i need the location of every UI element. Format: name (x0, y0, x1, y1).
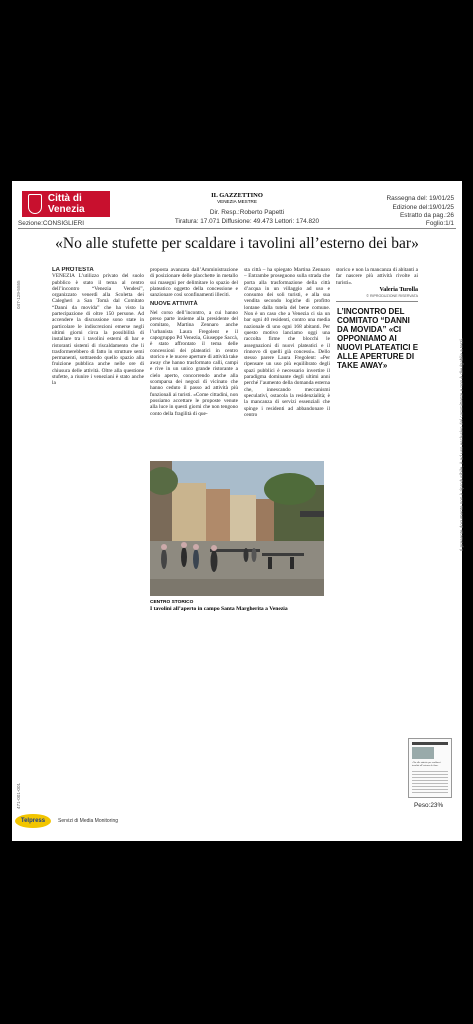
column-4-text: storico e non la mancanza di abitanti a far nascere più attività rivolte ai turisti». (336, 267, 418, 286)
foglio-number: Foglio:1/1 (425, 220, 454, 227)
venezia-crest-icon (28, 194, 42, 214)
left-code-top: 047-129-5555 (16, 280, 21, 309)
article-photo (150, 461, 324, 596)
director-line: Dir. Resp.:Roberto Papetti (209, 209, 285, 216)
thumbnail-photo (412, 747, 434, 759)
header-divider (18, 228, 456, 229)
telpress-logo (15, 814, 51, 828)
thumbnail-headline-bar (412, 742, 448, 745)
telpress-logo-text: Telpress (20, 818, 46, 824)
column-2-text-b: Nel corso dell’incontro, a cui hanno preso parte insieme alla presidente del comitato, Martina Zennaro anche l’urbanista Laura Fregolent e il capogruppo Pd Venezia, Giuseppe Saccà, è stato affrontato il tema delle concessioni dei plateatici in centro storico e le nuove aperture di attività take away che hanno trasformato calli, campi e rive in un unico grande ristorante a cielo aperto, concorrendo anche alla scomparsa dei negozi di vicinato che hanno ceduto il passo ad attività più funzionali ai turisti. «Come cittadini, non possiamo accettare le proposte venute alla luce in questi giorni che non tengono conto della fragilità di que- (150, 309, 238, 417)
rights-notice: © RIPRODUZIONE RISERVATA (366, 294, 418, 298)
press-clipping-page (12, 181, 462, 841)
section-label: Sezione:CONSIGLIERI (18, 220, 85, 227)
citta-di-venezia-logo (22, 191, 110, 217)
side-copyright-notice: Il presente documento non è riproducibile, è ad uso esclusivo del committente e non è divulgabile a terzi. (459, 338, 464, 551)
circulation-line: Tiratura: 17.071 Diffusione: 49.473 Lettori: 174.820 (174, 218, 320, 225)
article-kicker: LA PROTESTA (52, 267, 94, 273)
article-column-1 (52, 267, 144, 457)
peso-label: Peso:23% (414, 802, 444, 809)
photo-caption: I tavolini all’aperto in campo Santa Margherita a Venezia (150, 606, 288, 612)
estratto-page: Estratto da pag.:26 (399, 212, 454, 219)
logo-text: Città di Venezia (47, 193, 85, 215)
column-3-text: sta città – ha spiegato Martina Zennaro – Entrambe proseguono sulla strada che porta alla trasformazione della città d’acqua in un villaggio ad uso e consumo dei soli turisti, e alla sua vendita secondo logiche di profitto lontane dalla tutela del bene comune. Non è un caso che a Venezia ci sia un bar ogni 40 residenti, contro una media nazionale di uno ogni 168 abitanti. Per questo motivo lanciamo oggi una raccolta firme che blocchi le assegnazioni di nuovi plateatici e il rinnovo di quelli già concessi». Dello stesso parere Laura Fregolent: «Per ripensare un uso più equilibrato degli spazi pubblici è necessario invertire il paradigma dominante degli ultimi anni perché l’aumento della domanda esterna che, innescando meccanismi speculativi, ostacola la residenzialità; è la mancanza di servizi essenziali che spinge i residenti ad abbandonare il centro (244, 267, 330, 418)
thumbnail-title: «No alle stufette per scaldare i tavolini all’esterno dei bar» (412, 761, 442, 767)
footer-service-text: Servizi di Media Monitoring (58, 818, 119, 824)
article-column-2 (150, 267, 238, 457)
pull-quote: L’INCONTRO DEL COMITATO “DANNI DA MOVIDA” «CI OPPONIAMO AI NUOVI PLATEATICI E ALLE APERTURE DI TAKE AWAY» (337, 307, 419, 370)
rassegna-date: Rassegna del: 19/01/25 (386, 195, 454, 202)
photo-kicker: CENTRO STORICO (150, 600, 194, 605)
column-2-text-a: proposta avanzata dall’Amministrazione di posizionare delle placchette in metallo sui masegni per delimitare lo spazio del plateatico oggetto della concessione e sanzionare così sconfinamenti illeciti. (150, 267, 238, 299)
thumbnail-text-lines (412, 771, 448, 793)
article-subhead: NUOVE ATTIVITÀ (150, 301, 198, 308)
page-thumbnail (408, 738, 452, 798)
article-column-3 (244, 267, 330, 457)
left-code-bottom: 471-001-001 (16, 782, 21, 809)
campo-santa-margherita-photo (150, 461, 324, 596)
article-headline: «No alle stufette per scaldare i tavolini all’esterno dei bar» (55, 235, 419, 252)
author-name: Valeria Turolla (379, 287, 418, 293)
newspaper-masthead (202, 193, 272, 205)
newspaper-name: IL GAZZETTINO (211, 192, 263, 199)
edizione-date: Edizione del:19/01/25 (392, 204, 454, 211)
column-1-text: VENEZIA L’utilizzo privato del suolo pubblico è stato il tema al centro dell’incontro “Venezia Vendesi”, organizzato venerdì alla Scoletta dei Calegheri a San Tomà dal Comitato “Danni da movida” che ha visto la partecipazione di oltre 150 persone. Ad accendere la discussione sono state in particolare le indiscrezioni emerse negli ultimi giorni circa la possibilità di installare tra i tavolini esterni di bar e ristoranti sistemi di riscaldamento che li trasformerebbero di fatto in strutture semi permanenti, sottraendo quello spazio alla fruizione pubblica anche nelle ore di chiusura delle attività. Oltre alla questione stufette, a riunire i veneziani è stato anche la (52, 273, 144, 387)
newspaper-edition: VENEZIA MESTRE (217, 199, 257, 204)
pull-quote-divider (336, 301, 418, 302)
